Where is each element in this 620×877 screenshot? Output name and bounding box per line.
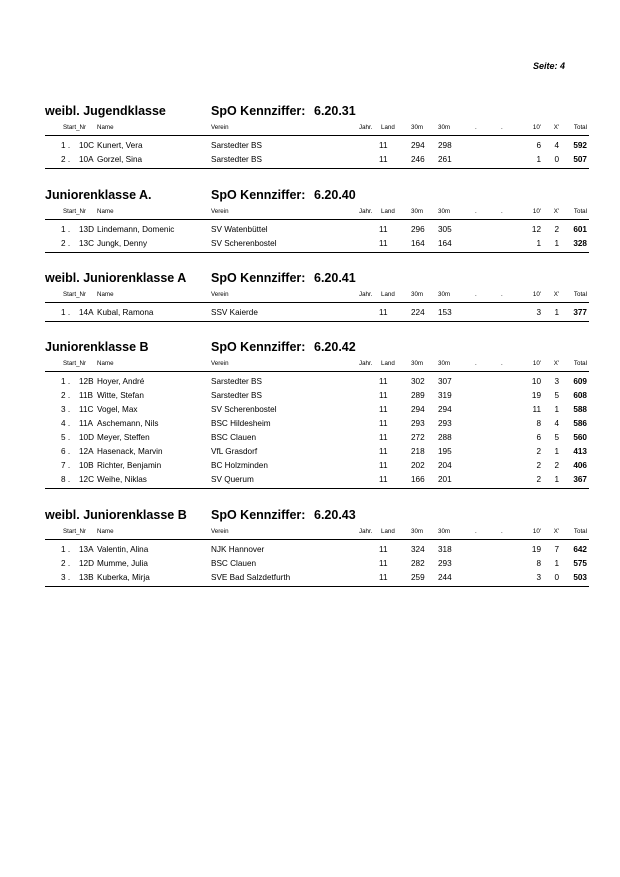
round1-score: 294 (411, 141, 425, 150)
tens-count: 8 (536, 419, 541, 428)
year-value: 11 (379, 239, 388, 248)
round2-score: 293 (438, 559, 452, 568)
table-row (45, 417, 589, 431)
col-start-nr: Start_Nr (63, 208, 87, 215)
col-verein: Verein (211, 208, 229, 215)
rank: 2 . (61, 239, 71, 248)
col-name: Name (97, 528, 114, 535)
round2-score: 164 (438, 239, 452, 248)
start-nr: 13D (79, 225, 95, 234)
rank: 1 . (61, 308, 71, 317)
table-body (45, 540, 589, 587)
col-verein: Verein (211, 360, 229, 367)
rank: 2 . (61, 155, 71, 164)
x-count: 5 (554, 433, 559, 442)
total-score: 377 (573, 308, 587, 317)
col-dot1: . (475, 360, 477, 367)
col-dot2: . (501, 291, 503, 298)
club-name: SV Scherenbostel (211, 239, 277, 248)
club-name: SVE Bad Salzdetfurth (211, 573, 291, 582)
col-x: X' (553, 208, 559, 215)
x-count: 1 (554, 239, 559, 248)
round2-score: 201 (438, 475, 452, 484)
col-round1: 30m (411, 124, 424, 131)
col-tens: 10' (532, 208, 541, 215)
x-count: 7 (554, 545, 559, 554)
x-count: 0 (554, 573, 559, 582)
start-nr: 10A (79, 155, 94, 164)
year-value: 11 (379, 475, 388, 484)
round1-score: 224 (411, 308, 425, 317)
spo-code: 6.20.41 (314, 271, 356, 285)
section-title (45, 188, 589, 206)
total-score: 406 (573, 461, 587, 470)
spo-code: 6.20.43 (314, 508, 356, 522)
total-score: 588 (573, 405, 587, 414)
col-total: Total (573, 360, 587, 367)
col-round1: 30m (411, 528, 424, 535)
table-header (45, 206, 589, 220)
col-dot1: . (475, 528, 477, 535)
round2-score: 298 (438, 141, 452, 150)
rank: 8 . (61, 475, 71, 484)
result-section (45, 340, 589, 489)
rank: 2 . (61, 559, 71, 568)
athlete-name: Weihe, Niklas (97, 475, 147, 484)
table-row (45, 306, 589, 320)
col-total: Total (573, 124, 587, 131)
result-section (45, 508, 589, 587)
table-row (45, 389, 589, 403)
table-row (45, 445, 589, 459)
athlete-name: Hasenack, Marvin (97, 447, 163, 456)
athlete-name: Witte, Stefan (97, 391, 144, 400)
club-name: BSC Clauen (211, 433, 257, 442)
total-score: 507 (573, 155, 587, 164)
tens-count: 6 (536, 433, 541, 442)
spo-code: 6.20.40 (314, 188, 356, 202)
table-header (45, 289, 589, 303)
total-score: 575 (573, 559, 587, 568)
club-name: SV Scherenbostel (211, 405, 277, 414)
total-score: 367 (573, 475, 587, 484)
total-score: 609 (573, 377, 587, 386)
round2-score: 305 (438, 225, 452, 234)
spo-label: SpO Kennziffer: (211, 340, 306, 354)
round1-score: 246 (411, 155, 425, 164)
round2-score: 195 (438, 447, 452, 456)
year-value: 11 (379, 141, 388, 150)
round1-score: 202 (411, 461, 425, 470)
col-dot1: . (475, 291, 477, 298)
club-name: NJK Hannover (211, 545, 265, 554)
round2-score: 244 (438, 573, 452, 582)
year-value: 11 (379, 225, 388, 234)
col-land: Land (381, 291, 395, 298)
year-value: 11 (379, 461, 388, 470)
start-nr: 10C (79, 141, 95, 150)
table-row (45, 557, 589, 571)
table-body (45, 372, 589, 489)
year-value: 11 (379, 573, 388, 582)
total-score: 413 (573, 447, 587, 456)
start-nr: 12B (79, 377, 94, 386)
total-score: 642 (573, 545, 587, 554)
rank: 2 . (61, 391, 71, 400)
col-jahr: Jahr. (359, 124, 373, 131)
section-title (45, 271, 589, 289)
table-row (45, 543, 589, 557)
start-nr: 13B (79, 573, 94, 582)
athlete-name: Kunert, Vera (97, 141, 143, 150)
round1-score: 293 (411, 419, 425, 428)
spo-label: SpO Kennziffer: (211, 508, 306, 522)
col-round2: 30m (438, 208, 451, 215)
col-jahr: Jahr. (359, 291, 373, 298)
col-verein: Verein (211, 291, 229, 298)
athlete-name: Vogel, Max (97, 405, 138, 414)
class-name: weibl. Juniorenklasse A (45, 271, 187, 285)
club-name: VfL Grasdorf (211, 447, 258, 456)
col-name: Name (97, 124, 114, 131)
year-value: 11 (379, 545, 388, 554)
total-score: 503 (573, 573, 587, 582)
table-header (45, 358, 589, 372)
start-nr: 11A (79, 419, 93, 428)
athlete-name: Hoyer, André (97, 377, 145, 386)
rank: 3 . (61, 573, 71, 582)
col-dot2: . (501, 360, 503, 367)
tens-count: 19 (531, 545, 541, 554)
round2-score: 288 (438, 433, 452, 442)
round2-score: 294 (438, 405, 452, 414)
table-row (45, 473, 589, 487)
rank: 1 . (61, 377, 71, 386)
result-section (45, 104, 589, 169)
col-dot1: . (475, 124, 477, 131)
table-row (45, 237, 589, 251)
round1-score: 166 (411, 475, 425, 484)
col-land: Land (381, 360, 395, 367)
rank: 1 . (61, 225, 71, 234)
rank: 7 . (61, 461, 71, 470)
table-row (45, 459, 589, 473)
total-score: 592 (573, 141, 587, 150)
total-score: 601 (573, 225, 587, 234)
spo-label: SpO Kennziffer: (211, 271, 306, 285)
round2-score: 153 (438, 308, 452, 317)
tens-count: 2 (536, 475, 541, 484)
x-count: 0 (554, 155, 559, 164)
col-jahr: Jahr. (359, 528, 373, 535)
club-name: SV Watenbüttel (211, 225, 268, 234)
tens-count: 19 (531, 391, 541, 400)
tens-count: 2 (536, 461, 541, 470)
col-dot2: . (501, 124, 503, 131)
col-verein: Verein (211, 124, 229, 131)
club-name: Sarstedter BS (211, 377, 262, 386)
col-jahr: Jahr. (359, 360, 373, 367)
table-row (45, 139, 589, 153)
col-round2: 30m (438, 360, 451, 367)
athlete-name: Lindemann, Domenic (97, 225, 175, 234)
tens-count: 3 (536, 573, 541, 582)
table-row (45, 431, 589, 445)
col-dot2: . (501, 208, 503, 215)
total-score: 608 (573, 391, 587, 400)
table-header (45, 526, 589, 540)
section-title (45, 508, 589, 526)
round1-score: 324 (411, 545, 425, 554)
col-name: Name (97, 291, 114, 298)
athlete-name: Valentin, Alina (97, 545, 149, 554)
round1-score: 272 (411, 433, 425, 442)
total-score: 560 (573, 433, 587, 442)
x-count: 4 (554, 141, 559, 150)
start-nr: 14A (79, 308, 94, 317)
year-value: 11 (379, 559, 388, 568)
round2-score: 293 (438, 419, 452, 428)
total-score: 586 (573, 419, 587, 428)
rank: 6 . (61, 447, 71, 456)
year-value: 11 (379, 155, 388, 164)
tens-count: 3 (536, 308, 541, 317)
rank: 3 . (61, 405, 71, 414)
col-x: X' (553, 124, 559, 131)
page-number: Seite: 4 (532, 61, 565, 71)
rank: 4 . (61, 419, 71, 428)
start-nr: 11B (79, 391, 93, 400)
spo-label: SpO Kennziffer: (211, 104, 306, 118)
start-nr: 12D (79, 559, 95, 568)
athlete-name: Kubal, Ramona (97, 308, 154, 317)
x-count: 1 (554, 447, 559, 456)
x-count: 5 (554, 391, 559, 400)
col-x: X' (553, 528, 559, 535)
col-x: X' (553, 291, 559, 298)
tens-count: 12 (531, 225, 541, 234)
start-nr: 12C (79, 475, 95, 484)
club-name: SV Querum (211, 475, 254, 484)
start-nr: 10D (79, 433, 95, 442)
round2-score: 319 (438, 391, 452, 400)
col-start-nr: Start_Nr (63, 291, 87, 298)
col-tens: 10' (532, 124, 541, 131)
start-nr: 13A (79, 545, 94, 554)
tens-count: 1 (536, 239, 541, 248)
col-verein: Verein (211, 528, 229, 535)
section-title (45, 340, 589, 358)
club-name: Sarstedter BS (211, 155, 262, 164)
col-x: X' (553, 360, 559, 367)
year-value: 11 (379, 433, 388, 442)
x-count: 1 (554, 559, 559, 568)
table-row (45, 403, 589, 417)
spo-code: 6.20.42 (314, 340, 356, 354)
tens-count: 2 (536, 447, 541, 456)
col-start-nr: Start_Nr (63, 124, 87, 131)
year-value: 11 (379, 377, 388, 386)
table-row (45, 223, 589, 237)
club-name: Sarstedter BS (211, 391, 262, 400)
x-count: 1 (554, 475, 559, 484)
col-land: Land (381, 208, 395, 215)
class-name: weibl. Jugendklasse (45, 104, 166, 118)
athlete-name: Meyer, Steffen (97, 433, 150, 442)
x-count: 1 (554, 405, 559, 414)
athlete-name: Jungk, Denny (97, 239, 148, 248)
rank: 1 . (61, 141, 71, 150)
col-land: Land (381, 528, 395, 535)
col-dot1: . (475, 208, 477, 215)
round1-score: 302 (411, 377, 425, 386)
start-nr: 12A (79, 447, 94, 456)
col-land: Land (381, 124, 395, 131)
col-total: Total (573, 208, 587, 215)
club-name: Sarstedter BS (211, 141, 262, 150)
col-name: Name (97, 208, 114, 215)
table-body (45, 220, 589, 253)
spo-label: SpO Kennziffer: (211, 188, 306, 202)
round1-score: 282 (411, 559, 425, 568)
athlete-name: Kuberka, Mirja (97, 573, 150, 582)
club-name: BC Holzminden (211, 461, 268, 470)
club-name: BSC Hildesheim (211, 419, 271, 428)
col-round2: 30m (438, 124, 451, 131)
round2-score: 307 (438, 377, 452, 386)
x-count: 4 (554, 419, 559, 428)
year-value: 11 (379, 419, 388, 428)
col-round2: 30m (438, 528, 451, 535)
round2-score: 261 (438, 155, 452, 164)
round2-score: 318 (438, 545, 452, 554)
table-row (45, 375, 589, 389)
year-value: 11 (379, 391, 388, 400)
table-body (45, 136, 589, 169)
tens-count: 8 (536, 559, 541, 568)
rank: 1 . (61, 545, 71, 554)
result-section (45, 188, 589, 253)
club-name: SSV Kaierde (211, 308, 258, 317)
table-body (45, 303, 589, 322)
round1-score: 296 (411, 225, 425, 234)
section-title (45, 104, 589, 122)
col-start-nr: Start_Nr (63, 360, 87, 367)
class-name: Juniorenklasse A. (45, 188, 152, 202)
athlete-name: Mumme, Julia (97, 559, 148, 568)
athlete-name: Richter, Benjamin (97, 461, 162, 470)
col-dot2: . (501, 528, 503, 535)
rank: 5 . (61, 433, 71, 442)
tens-count: 11 (532, 405, 541, 414)
tens-count: 10 (531, 377, 541, 386)
athlete-name: Gorzel, Sina (97, 155, 143, 164)
class-name: Juniorenklasse B (45, 340, 149, 354)
class-name: weibl. Juniorenklasse B (45, 508, 187, 522)
x-count: 2 (554, 461, 559, 470)
year-value: 11 (379, 447, 388, 456)
tens-count: 6 (536, 141, 541, 150)
col-tens: 10' (532, 291, 541, 298)
tens-count: 1 (536, 155, 541, 164)
table-row (45, 153, 589, 167)
col-name: Name (97, 360, 114, 367)
year-value: 11 (379, 308, 388, 317)
year-value: 11 (379, 405, 388, 414)
table-row (45, 571, 589, 585)
club-name: BSC Clauen (211, 559, 257, 568)
x-count: 1 (554, 308, 559, 317)
col-round1: 30m (411, 360, 424, 367)
round2-score: 204 (438, 461, 452, 470)
x-count: 2 (554, 225, 559, 234)
round1-score: 218 (411, 447, 425, 456)
round1-score: 259 (411, 573, 425, 582)
start-nr: 13C (79, 239, 95, 248)
col-round2: 30m (438, 291, 451, 298)
start-nr: 10B (79, 461, 94, 470)
round1-score: 289 (411, 391, 425, 400)
col-total: Total (573, 291, 587, 298)
col-tens: 10' (532, 360, 541, 367)
athlete-name: Aschemann, Nils (97, 419, 159, 428)
spo-code: 6.20.31 (314, 104, 356, 118)
col-tens: 10' (532, 528, 541, 535)
x-count: 3 (554, 377, 559, 386)
col-total: Total (573, 528, 587, 535)
total-score: 328 (573, 239, 587, 248)
start-nr: 11C (79, 405, 94, 414)
table-header (45, 122, 589, 136)
col-round1: 30m (411, 208, 424, 215)
round1-score: 294 (411, 405, 425, 414)
col-start-nr: Start_Nr (63, 528, 87, 535)
col-round1: 30m (411, 291, 424, 298)
round1-score: 164 (411, 239, 425, 248)
col-jahr: Jahr. (359, 208, 373, 215)
result-section (45, 271, 589, 322)
